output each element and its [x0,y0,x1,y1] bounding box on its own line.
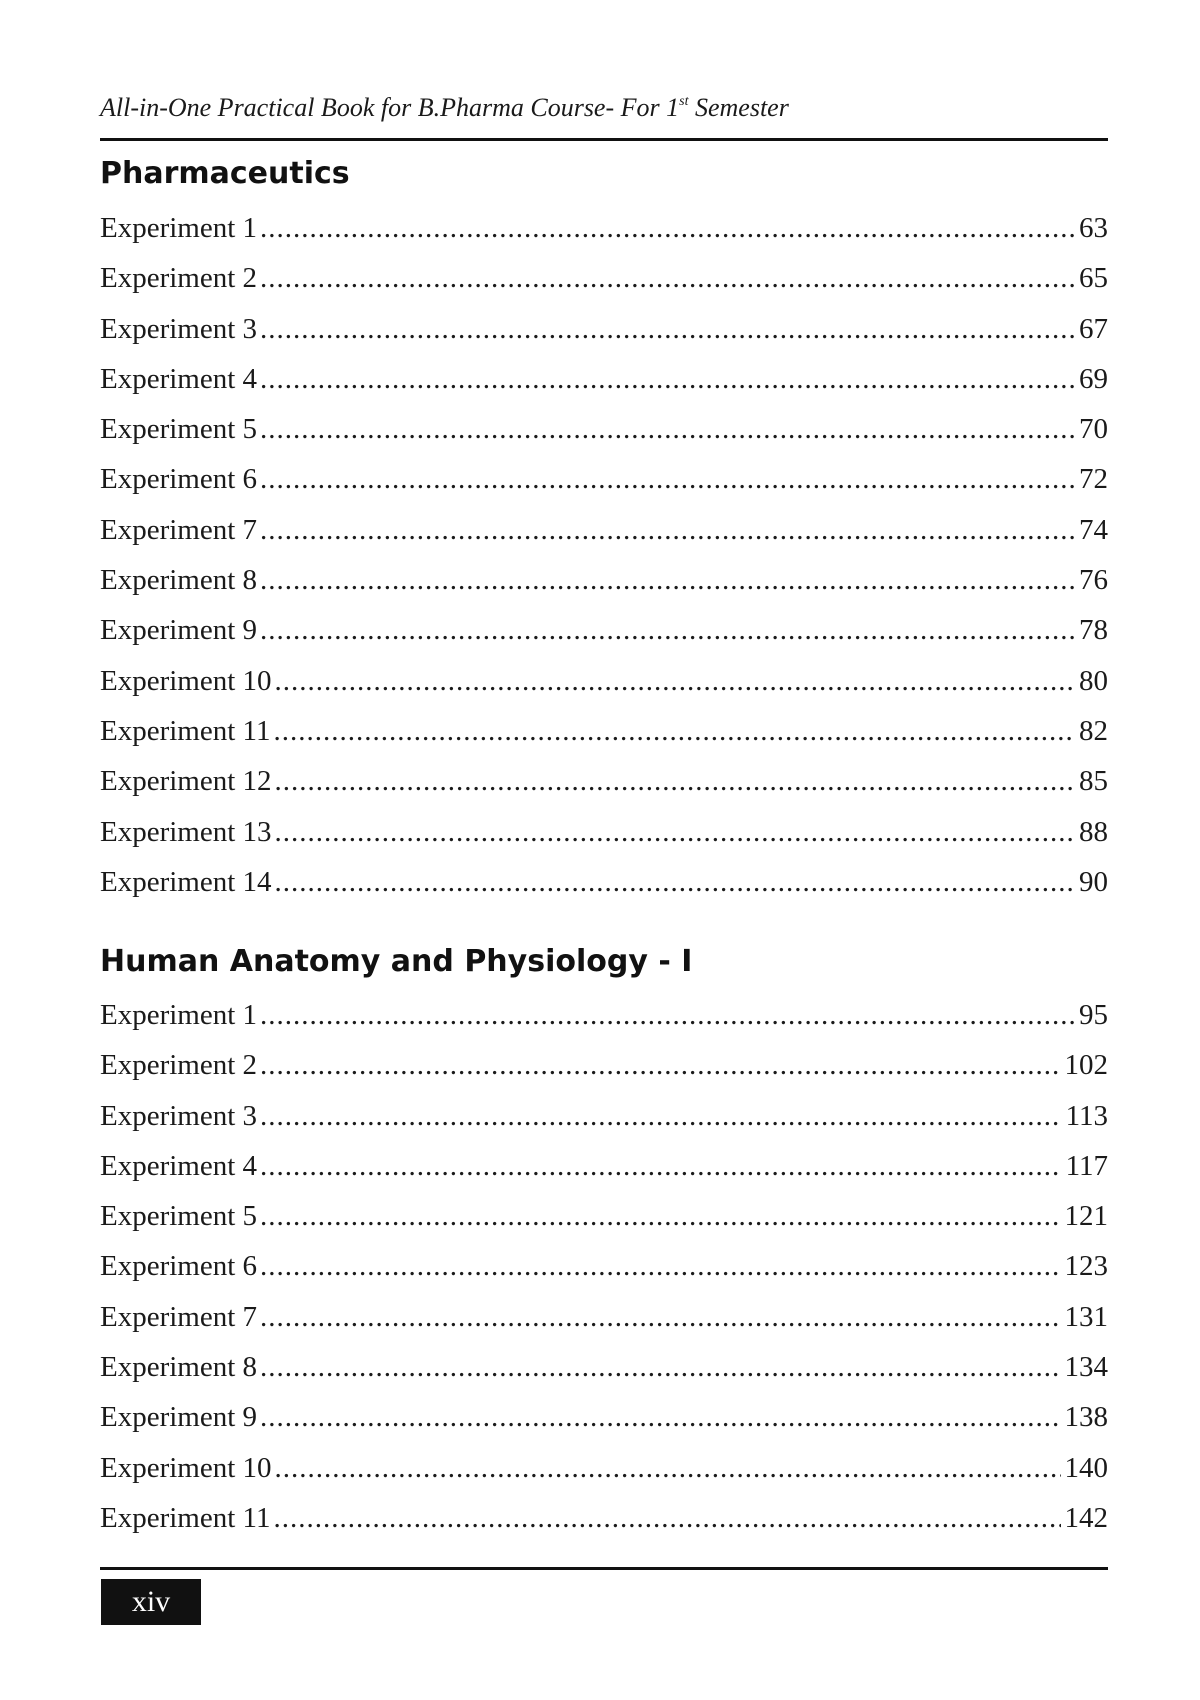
toc-entry[interactable] [100,210,1108,260]
toc-entry[interactable] [100,1299,1108,1349]
toc-entry[interactable] [100,1450,1108,1500]
toc-entry-title: Experiment 9 [100,1401,258,1434]
toc-entry-page: 69 [1079,362,1108,395]
dot-leader [275,1450,1061,1486]
toc-entry[interactable] [100,663,1108,713]
toc-entry-title: Experiment 10 [100,664,272,697]
dot-leader [260,1198,1060,1234]
toc-entry-title: Experiment 3 [100,312,258,345]
dot-leader [260,210,1075,246]
toc-entry[interactable] [100,512,1108,562]
toc-entry-title: Experiment 4 [100,1149,258,1182]
dot-leader [260,1299,1060,1335]
dot-leader [260,461,1075,497]
toc-entry-title: Experiment 4 [100,362,258,395]
toc-entry-page: 90 [1079,865,1108,898]
toc-entry[interactable] [100,814,1108,864]
dot-leader [275,663,1075,699]
dot-leader [275,814,1075,850]
toc-entry-page: 65 [1079,262,1108,295]
toc-entry[interactable] [100,1349,1108,1399]
dot-leader [273,713,1075,749]
dot-leader [260,1047,1060,1083]
dot-leader [260,562,1075,598]
toc-entry-page: 80 [1079,664,1108,697]
section-heading-pharmaceutics: Pharmaceutics [100,156,350,191]
section-heading-human-anatomy: Human Anatomy and Physiology - I [100,944,693,979]
dot-leader [260,411,1075,447]
toc-entry-page: 88 [1079,815,1108,848]
toc-entry-title: Experiment 8 [100,1351,258,1384]
dot-leader [260,612,1075,648]
toc-entry-title: Experiment 2 [100,1049,258,1082]
toc-entry-title: Experiment 11 [100,1501,271,1534]
toc-entry[interactable] [100,1500,1108,1550]
toc-entry[interactable] [100,411,1108,461]
toc-entry-title: Experiment 12 [100,765,272,798]
toc-entry[interactable] [100,1399,1108,1449]
toc-entry[interactable] [100,361,1108,411]
toc-entry-title: Experiment 11 [100,714,271,747]
toc-entry[interactable] [100,461,1108,511]
dot-leader [260,1399,1060,1435]
toc-entry-title: Experiment 3 [100,1099,258,1132]
toc-entry-title: Experiment 1 [100,999,258,1031]
toc-entry[interactable] [100,1198,1108,1248]
toc-entry[interactable] [100,562,1108,612]
toc-entry-title: Experiment 13 [100,815,272,848]
toc-entry[interactable] [100,1098,1108,1148]
toc-entry[interactable] [100,864,1108,914]
toc-entry-title: Experiment 5 [100,413,258,446]
dot-leader [260,1349,1060,1385]
toc-entry-page: 140 [1064,1451,1108,1484]
toc-entry-page: 95 [1079,999,1108,1031]
dot-leader [273,1500,1060,1536]
dot-leader [260,1148,1062,1184]
toc-entry-title: Experiment 7 [100,513,258,546]
page-number-badge [101,1579,201,1625]
dot-leader [260,1248,1060,1284]
toc-entry-page: 121 [1064,1200,1108,1233]
dot-leader [260,311,1075,347]
toc-entry-title: Experiment 1 [100,212,258,244]
toc-entry-page: 138 [1064,1401,1108,1434]
toc-entry-page: 142 [1064,1501,1108,1534]
toc-entry-page: 76 [1079,564,1108,597]
header-divider [100,138,1108,141]
toc-entry[interactable] [100,311,1108,361]
toc-entry-page: 102 [1064,1049,1108,1082]
toc-entry-title: Experiment 14 [100,865,272,898]
dot-leader [275,763,1075,799]
footer-divider [100,1567,1108,1570]
toc-entry-page: 78 [1079,614,1108,647]
toc-entry-title: Experiment 9 [100,614,258,647]
toc-entry-page: 131 [1064,1300,1108,1333]
toc-entry-page: 63 [1079,212,1108,244]
toc-list-human-anatomy [100,997,1108,1550]
toc-entry-title: Experiment 6 [100,1250,258,1283]
running-header-superscript: st [679,94,689,109]
toc-entry-title: Experiment 5 [100,1200,258,1233]
toc-entry-title: Experiment 8 [100,564,258,597]
running-header-suffix: Semester [688,93,789,122]
toc-entry-page: 134 [1064,1351,1108,1384]
toc-entry[interactable] [100,260,1108,310]
toc-entry-page: 67 [1079,312,1108,345]
running-header [100,93,1108,123]
toc-entry[interactable] [100,713,1108,763]
toc-entry-title: Experiment 2 [100,262,258,295]
dot-leader [260,512,1075,548]
running-header-prefix: All-in-One Practical Book for B.Pharma Course- For 1 [100,93,680,122]
toc-entry-page: 85 [1079,765,1108,798]
toc-entry[interactable] [100,1047,1108,1097]
toc-entry-page: 72 [1079,463,1108,496]
toc-entry[interactable] [100,997,1108,1047]
dot-leader [260,260,1075,296]
dot-leader [260,361,1075,397]
toc-entry-page: 70 [1079,413,1108,446]
dot-leader [275,864,1075,900]
toc-entry[interactable] [100,1148,1108,1198]
toc-list-pharmaceutics [100,210,1108,914]
toc-entry-page: 117 [1065,1149,1108,1182]
toc-entry-title: Experiment 10 [100,1451,272,1484]
toc-entry-page: 113 [1065,1099,1108,1132]
toc-entry-title: Experiment 6 [100,463,258,496]
dot-leader [260,1098,1062,1134]
page-number: xiv [131,1585,171,1618]
toc-entry[interactable] [100,612,1108,662]
dot-leader [260,997,1075,1033]
toc-entry-page: 123 [1064,1250,1108,1283]
toc-entry[interactable] [100,1248,1108,1298]
toc-entry-page: 74 [1079,513,1108,546]
toc-entry[interactable] [100,763,1108,813]
toc-entry-title: Experiment 7 [100,1300,258,1333]
toc-entry-page: 82 [1079,714,1108,747]
